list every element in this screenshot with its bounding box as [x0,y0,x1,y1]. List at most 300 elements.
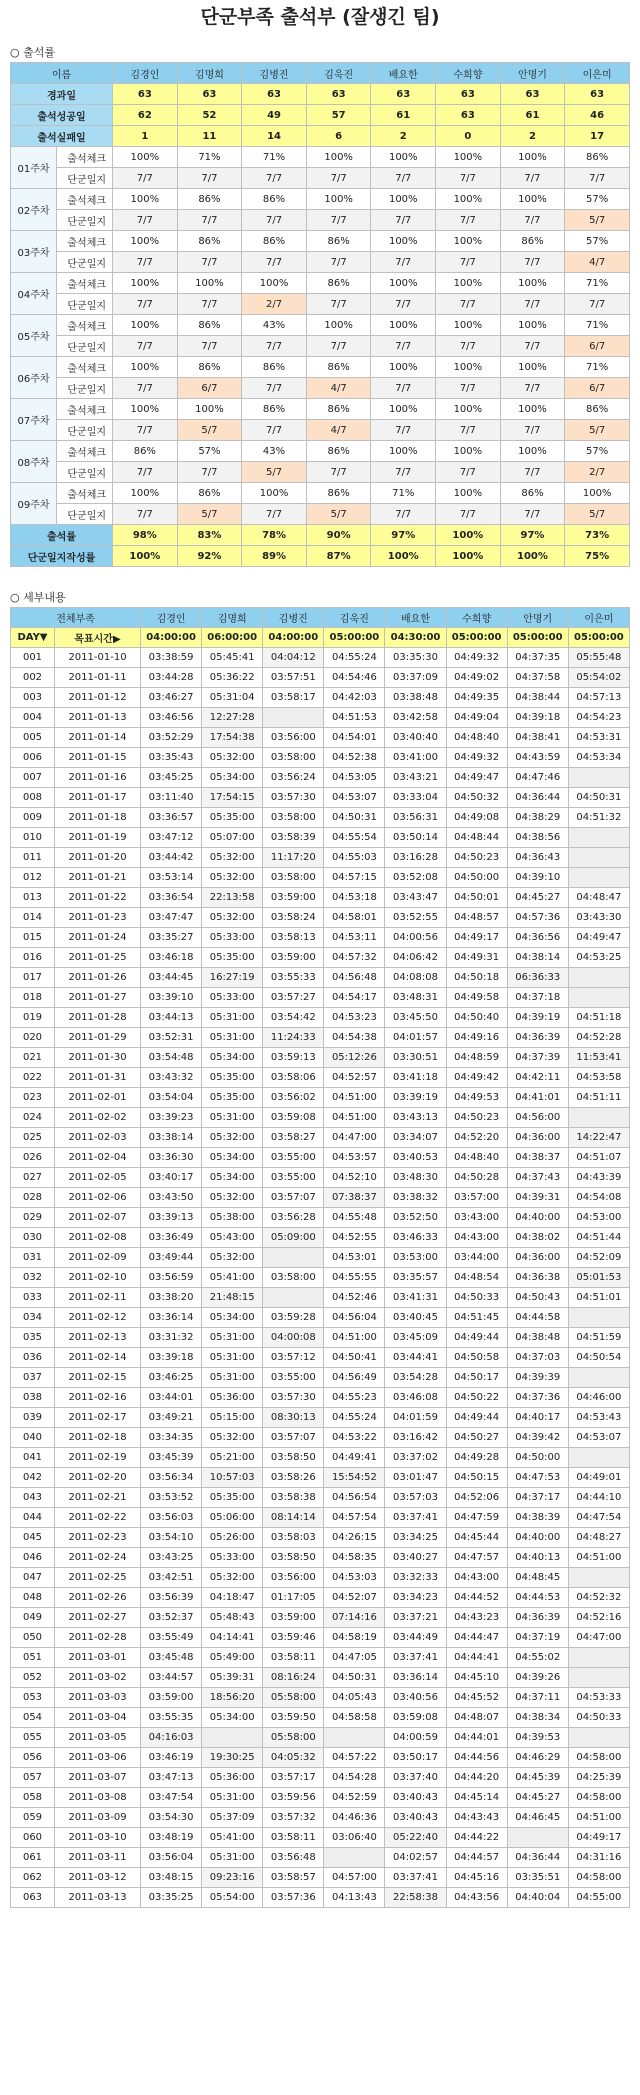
checkin-time: 04:50:27 [446,1428,507,1448]
log-value: 7/7 [113,336,178,357]
detail-row [11,1888,630,1908]
checkin-time: 05:26:00 [202,1528,263,1548]
detail-row [11,948,630,968]
checkin-time: 03:38:14 [141,1128,202,1148]
check-value: 86% [500,483,565,504]
checkin-time: 04:39:39 [507,1368,568,1388]
checkin-time: 03:41:31 [385,1288,446,1308]
log-value: 7/7 [177,294,242,315]
checkin-time: 03:59:28 [263,1308,324,1328]
checkin-time: 04:04:12 [263,648,324,668]
checkin-time: 03:40:27 [385,1548,446,1568]
checkin-time: 04:55:00 [568,1888,629,1908]
checkin-time: 03:52:08 [385,868,446,888]
checkin-time: 04:16:03 [141,1728,202,1748]
checkin-time: 04:53:25 [568,948,629,968]
checkin-time: 05:54:02 [568,668,629,688]
checkin-time: 04:48:27 [568,1528,629,1548]
summary-value: 2 [371,126,436,147]
detail-row [11,968,630,988]
date: 2011-01-20 [55,848,141,868]
check-label: 출석체크 [57,441,113,462]
summary-value: 57 [306,105,371,126]
log-value: 7/7 [113,420,178,441]
date: 2011-02-01 [55,1088,141,1108]
checkin-time: 04:52:20 [446,1128,507,1148]
checkin-time: 04:44:22 [446,1828,507,1848]
target-time: 06:00:00 [202,628,263,648]
checkin-time: 03:44:13 [141,1008,202,1028]
check-value: 100% [371,231,436,252]
day-number: 003 [11,688,55,708]
checkin-time: 04:38:34 [507,1708,568,1728]
checkin-time: 04:44:20 [446,1768,507,1788]
detail-row [11,748,630,768]
log-value: 6/7 [565,378,630,399]
checkin-time: 03:57:07 [263,1428,324,1448]
checkin-time: 03:58:50 [263,1548,324,1568]
checkin-time: 03:40:53 [385,1148,446,1168]
checkin-time: 03:52:55 [385,908,446,928]
checkin-time [568,1108,629,1128]
checkin-time: 05:31:04 [202,688,263,708]
checkin-time: 21:48:15 [202,1288,263,1308]
checkin-time: 04:49:28 [446,1448,507,1468]
week-label: 05주차 [11,315,57,357]
checkin-time: 04:42:03 [324,688,385,708]
checkin-time: 03:45:48 [141,1648,202,1668]
checkin-time: 03:40:40 [385,728,446,748]
checkin-time: 04:51:00 [568,1548,629,1568]
date: 2011-03-06 [55,1748,141,1768]
checkin-time: 04:37:43 [507,1168,568,1188]
checkin-time: 04:37:35 [507,648,568,668]
date: 2011-01-18 [55,808,141,828]
day-number: 047 [11,1568,55,1588]
detail-row [11,688,630,708]
checkin-time: 03:40:56 [385,1688,446,1708]
checkin-time: 04:56:49 [324,1368,385,1388]
date: 2011-02-26 [55,1588,141,1608]
checkin-time: 04:55:54 [324,828,385,848]
log-value: 7/7 [500,462,565,483]
checkin-time: 05:21:00 [202,1448,263,1468]
check-value: 100% [436,273,501,294]
check-value: 100% [371,315,436,336]
checkin-time: 03:16:28 [385,848,446,868]
checkin-time: 04:02:57 [385,1848,446,1868]
checkin-time: 04:45:44 [446,1528,507,1548]
checkin-time: 03:55:33 [263,968,324,988]
checkin-time: 12:27:28 [202,708,263,728]
checkin-time: 03:34:35 [141,1428,202,1448]
checkin-time: 03:37:41 [385,1868,446,1888]
attendance-header-row [11,63,630,84]
target-time: 04:00:00 [141,628,202,648]
detail-row [11,988,630,1008]
checkin-time: 03:53:14 [141,868,202,888]
checkin-time: 04:47:46 [507,768,568,788]
checkin-time: 03:45:09 [385,1328,446,1348]
day-number: 032 [11,1268,55,1288]
date: 2011-03-01 [55,1648,141,1668]
week-log-row [11,462,630,483]
checkin-time: 04:38:39 [507,1508,568,1528]
checkin-time: 04:51:00 [568,1808,629,1828]
checkin-time: 04:47:59 [446,1508,507,1528]
log-value: 7/7 [500,420,565,441]
checkin-time: 05:38:00 [202,1208,263,1228]
detail-row [11,1728,630,1748]
checkin-time: 04:57:15 [324,868,385,888]
log-value: 7/7 [371,420,436,441]
checkin-time: 05:33:00 [202,1548,263,1568]
log-value: 7/7 [371,378,436,399]
check-value: 100% [500,399,565,420]
date: 2011-01-24 [55,928,141,948]
checkin-time: 04:36:56 [507,928,568,948]
log-value: 7/7 [113,504,178,525]
detail-row [11,1308,630,1328]
checkin-time: 05:32:00 [202,748,263,768]
log-value: 7/7 [371,336,436,357]
log-value: 5/7 [242,462,307,483]
checkin-time: 05:34:00 [202,1308,263,1328]
checkin-time [263,1288,324,1308]
checkin-time: 03:55:00 [263,1148,324,1168]
checkin-time: 03:52:29 [141,728,202,748]
checkin-time: 04:43:00 [446,1568,507,1588]
member-header: 이은미 [565,63,630,84]
checkin-time: 04:51:32 [568,808,629,828]
checkin-time: 04:44:10 [568,1488,629,1508]
check-label: 출석체크 [57,483,113,504]
check-label: 출석체크 [57,189,113,210]
check-value: 86% [500,231,565,252]
summary-value: 61 [500,105,565,126]
checkin-time: 17:54:38 [202,728,263,748]
summary-row [11,84,630,105]
checkin-time: 04:49:41 [324,1448,385,1468]
detail-row [11,1708,630,1728]
checkin-time: 04:50:40 [446,1008,507,1028]
checkin-time: 04:48:57 [446,908,507,928]
checkin-time: 03:56:28 [263,1208,324,1228]
detail-row [11,1788,630,1808]
checkin-time: 05:48:43 [202,1608,263,1628]
log-value: 5/7 [306,504,371,525]
checkin-time: 04:36:39 [507,1028,568,1048]
checkin-time [568,868,629,888]
detail-row [11,1548,630,1568]
week-check-row [11,441,630,462]
checkin-time: 04:37:18 [507,988,568,1008]
checkin-time: 03:43:47 [385,888,446,908]
log-value: 7/7 [306,462,371,483]
checkin-time: 03:56:04 [141,1848,202,1868]
check-value: 100% [436,189,501,210]
checkin-time: 03:06:40 [324,1828,385,1848]
detail-row [11,1268,630,1288]
log-value: 7/7 [371,252,436,273]
summary-value: 63 [436,84,501,105]
detail-row [11,1468,630,1488]
checkin-time: 03:55:00 [263,1368,324,1388]
day-number: 039 [11,1408,55,1428]
checkin-time: 04:55:03 [324,848,385,868]
checkin-time: 04:50:31 [568,788,629,808]
checkin-time: 04:05:43 [324,1688,385,1708]
checkin-time: 04:53:11 [324,928,385,948]
date: 2011-03-04 [55,1708,141,1728]
log-value: 2/7 [242,294,307,315]
checkin-time: 04:58:19 [324,1628,385,1648]
summary-value: 17 [565,126,630,147]
detail-row [11,1388,630,1408]
checkin-time: 04:38:02 [507,1228,568,1248]
total-value: 100% [436,546,501,567]
summary-value: 46 [565,105,630,126]
date: 2011-02-19 [55,1448,141,1468]
checkin-time: 04:52:07 [324,1588,385,1608]
checkin-time: 03:38:59 [141,648,202,668]
checkin-time: 03:59:56 [263,1788,324,1808]
checkin-time: 04:45:14 [446,1788,507,1808]
detail-row [11,1668,630,1688]
day-number: 012 [11,868,55,888]
total-value: 89% [242,546,307,567]
checkin-time: 05:31:00 [202,1108,263,1128]
checkin-time: 03:47:47 [141,908,202,928]
checkin-time: 03:40:43 [385,1808,446,1828]
checkin-time: 04:56:54 [324,1488,385,1508]
week-log-row [11,252,630,273]
detail-row [11,1248,630,1268]
checkin-time: 04:50:28 [446,1168,507,1188]
check-value: 100% [242,273,307,294]
checkin-time: 05:31:00 [202,1788,263,1808]
detail-row [11,1028,630,1048]
week-check-row [11,483,630,504]
checkin-time: 04:40:17 [507,1408,568,1428]
checkin-time: 03:49:44 [141,1248,202,1268]
checkin-time: 03:58:00 [263,808,324,828]
checkin-time: 04:49:47 [446,768,507,788]
date: 2011-03-12 [55,1868,141,1888]
day-number: 042 [11,1468,55,1488]
checkin-time: 03:59:00 [263,888,324,908]
checkin-time: 04:53:58 [568,1068,629,1088]
log-value: 7/7 [242,210,307,231]
checkin-time: 03:57:32 [263,1808,324,1828]
detail-row [11,1828,630,1848]
summary-value: 6 [306,126,371,147]
checkin-time: 04:38:14 [507,948,568,968]
summary-row [11,126,630,147]
checkin-time: 04:53:03 [324,1568,385,1588]
checkin-time: 04:57:13 [568,688,629,708]
checkin-time: 04:51:11 [568,1088,629,1108]
member-header: 김욱진 [324,608,385,628]
check-value: 86% [306,441,371,462]
checkin-time: 05:34:00 [202,1168,263,1188]
check-value: 100% [436,357,501,378]
checkin-time: 04:05:32 [263,1748,324,1768]
checkin-time: 03:56:00 [263,728,324,748]
total-value: 92% [177,546,242,567]
log-value: 7/7 [242,252,307,273]
checkin-time: 05:15:00 [202,1408,263,1428]
checkin-time: 03:54:28 [385,1368,446,1388]
summary-row [11,105,630,126]
checkin-time: 03:52:50 [385,1208,446,1228]
day-number: 059 [11,1808,55,1828]
check-value: 86% [177,231,242,252]
checkin-time: 03:36:14 [385,1668,446,1688]
checkin-time: 03:44:28 [141,668,202,688]
member-header: 배요한 [385,608,446,628]
check-value: 86% [242,357,307,378]
checkin-time: 03:35:57 [385,1268,446,1288]
checkin-time: 04:48:40 [446,1148,507,1168]
detail-row [11,1048,630,1068]
target-label: 목표시간▶ [55,628,141,648]
total-value: 100% [436,525,501,546]
summary-value: 63 [306,84,371,105]
log-value: 6/7 [565,336,630,357]
checkin-time: 04:36:43 [507,848,568,868]
checkin-time: 03:59:00 [141,1688,202,1708]
check-value: 43% [242,315,307,336]
checkin-time: 03:54:04 [141,1088,202,1108]
check-value: 86% [177,483,242,504]
checkin-time: 04:50:18 [446,968,507,988]
member-header: 김경인 [113,63,178,84]
log-label: 단군일지 [57,168,113,189]
checkin-time: 04:14:41 [202,1628,263,1648]
checkin-time: 03:16:42 [385,1428,446,1448]
check-value: 43% [242,441,307,462]
checkin-time: 04:50:58 [446,1348,507,1368]
detail-row [11,1648,630,1668]
detail-row [11,1188,630,1208]
check-value: 86% [242,231,307,252]
log-value: 4/7 [306,378,371,399]
total-value: 78% [242,525,307,546]
checkin-time: 04:50:00 [446,868,507,888]
day-number: 053 [11,1688,55,1708]
checkin-time: 03:56:00 [263,1568,324,1588]
checkin-time: 05:22:40 [385,1828,446,1848]
checkin-time: 04:38:56 [507,828,568,848]
checkin-time: 04:55:24 [324,1408,385,1428]
checkin-time: 04:26:15 [324,1528,385,1548]
log-value: 7/7 [306,252,371,273]
checkin-time: 03:54:10 [141,1528,202,1548]
checkin-time: 04:52:09 [568,1248,629,1268]
checkin-time: 04:13:43 [324,1888,385,1908]
checkin-time: 04:55:23 [324,1388,385,1408]
day-number: 063 [11,1888,55,1908]
checkin-time: 04:36:44 [507,1848,568,1868]
check-value: 71% [565,273,630,294]
check-label: 출석체크 [57,231,113,252]
check-value: 100% [436,231,501,252]
log-label: 단군일지 [57,504,113,525]
day-number: 052 [11,1668,55,1688]
check-value: 100% [113,147,178,168]
check-label: 출석체크 [57,147,113,168]
checkin-time: 22:58:38 [385,1888,446,1908]
checkin-time: 05:31:00 [202,1028,263,1048]
log-value: 7/7 [113,252,178,273]
day-number: 029 [11,1208,55,1228]
checkin-time: 03:46:18 [141,948,202,968]
date: 2011-02-18 [55,1428,141,1448]
summary-label: 경과일 [11,84,113,105]
checkin-time: 03:59:50 [263,1708,324,1728]
checkin-time: 04:50:31 [324,808,385,828]
checkin-time: 03:37:02 [385,1448,446,1468]
log-value: 7/7 [306,210,371,231]
checkin-time [568,1368,629,1388]
summary-value: 63 [371,84,436,105]
log-value: 7/7 [242,336,307,357]
week-check-row [11,231,630,252]
checkin-time: 04:39:31 [507,1188,568,1208]
checkin-time: 03:52:31 [141,1028,202,1048]
log-value: 7/7 [500,210,565,231]
check-value: 100% [371,147,436,168]
checkin-time: 05:09:00 [263,1228,324,1248]
day-number: 016 [11,948,55,968]
summary-value: 14 [242,126,307,147]
date: 2011-01-29 [55,1028,141,1048]
checkin-time: 04:49:32 [446,748,507,768]
checkin-time: 04:38:41 [507,728,568,748]
checkin-time: 03:44:45 [141,968,202,988]
summary-value: 63 [242,84,307,105]
checkin-time: 04:49:47 [568,928,629,948]
checkin-time: 04:36:00 [507,1248,568,1268]
checkin-time: 04:52:57 [324,1068,385,1088]
checkin-time: 04:48:45 [507,1568,568,1588]
checkin-time: 04:47:53 [507,1468,568,1488]
checkin-time: 03:43:13 [385,1108,446,1128]
checkin-time: 03:44:01 [141,1388,202,1408]
checkin-time: 03:48:15 [141,1868,202,1888]
checkin-time: 05:35:00 [202,1088,263,1108]
summary-value: 63 [177,84,242,105]
checkin-time: 03:56:34 [141,1468,202,1488]
week-check-row [11,357,630,378]
checkin-time: 04:49:04 [446,708,507,728]
check-value: 100% [436,483,501,504]
member-header: 배요한 [371,63,436,84]
day-number: 044 [11,1508,55,1528]
checkin-time: 04:43:23 [446,1608,507,1628]
checkin-time: 03:46:08 [385,1388,446,1408]
checkin-time: 03:59:13 [263,1048,324,1068]
log-value: 7/7 [436,210,501,231]
day-number: 041 [11,1448,55,1468]
week-label: 03주차 [11,231,57,273]
checkin-time: 03:59:08 [263,1108,324,1128]
checkin-time: 04:56:04 [324,1308,385,1328]
checkin-time: 03:58:11 [263,1828,324,1848]
checkin-time: 04:38:37 [507,1148,568,1168]
check-value: 57% [177,441,242,462]
